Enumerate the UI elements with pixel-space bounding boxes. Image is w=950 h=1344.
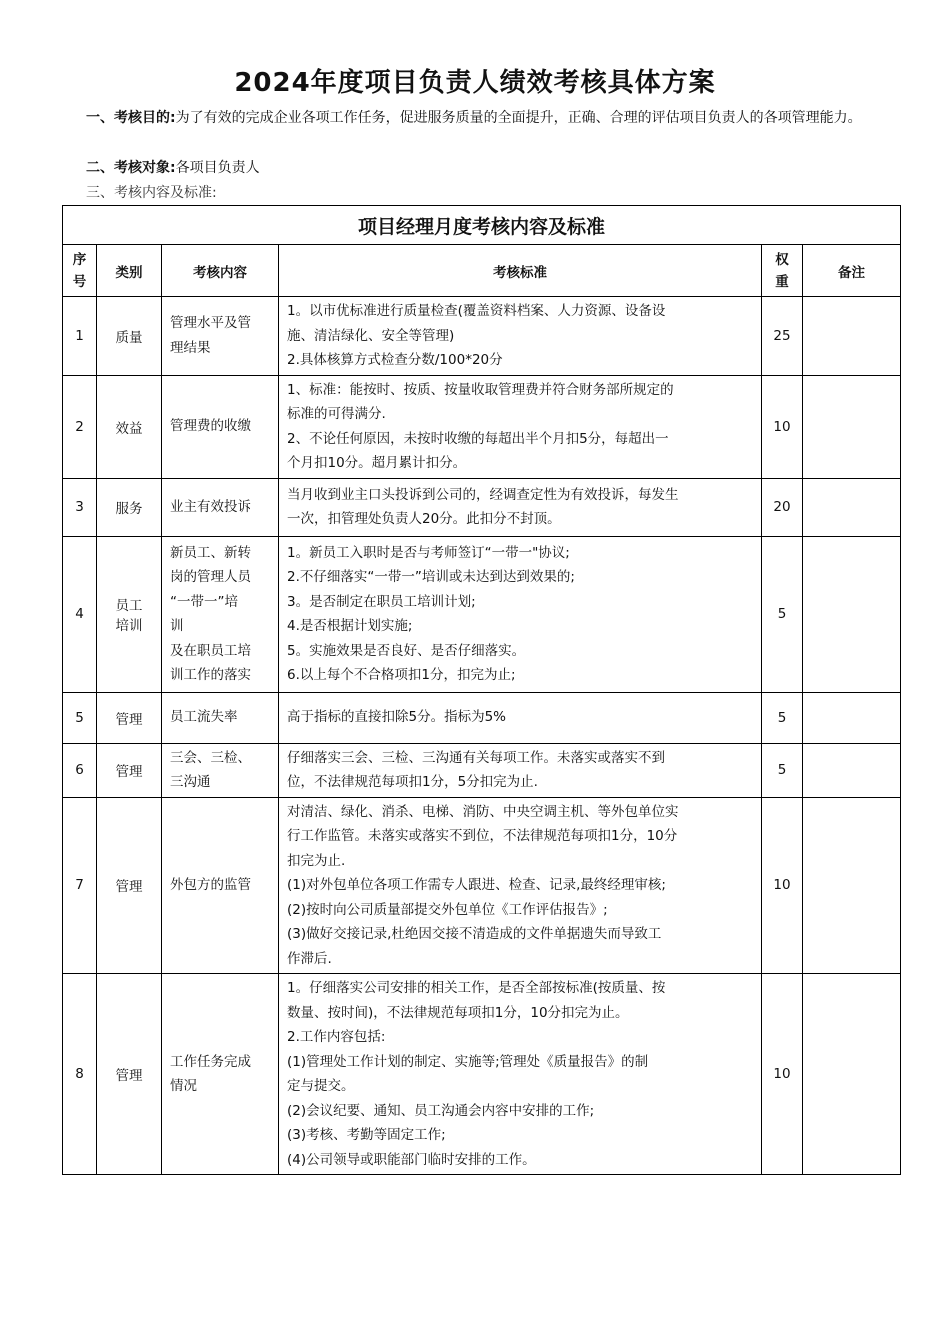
cell-category: 管理 [97,974,162,1175]
table-row [63,797,901,974]
cell-no: 6 [63,743,97,797]
cell-remark [803,536,901,692]
cell-category: 管理 [97,743,162,797]
cell-remark [803,297,901,376]
cell-no: 8 [63,974,97,1175]
table-row [63,692,901,743]
cell-content: 外包方的监管 [162,797,279,974]
cell-remark [803,478,901,536]
cell-category: 员工 培训 [97,536,162,692]
section-text: 为了有效的完成企业各项工作任务，促进服务质量的全面提升，正确、合理的评估项目负责人的各项管理能力。 [175,110,862,126]
table-row [63,478,901,536]
assessment-table [62,205,901,1175]
section-content-heading [86,181,886,206]
table-row [63,536,901,692]
cell-weight: 25 [762,297,803,376]
table-row [63,375,901,478]
cell-remark [803,375,901,478]
cell-remark [803,692,901,743]
cell-content: 工作任务完成 情况 [162,974,279,1175]
cell-standard: 高于指标的直接扣除5分。指标为5% [279,692,762,743]
table-row [63,743,901,797]
section-label: 一、考核目的: [86,110,176,126]
table-row [63,297,901,376]
section-text: 三、考核内容及标准: [86,185,217,201]
cell-standard: 1。新员工入职时是否与考师签订“一带一"协议; 2.不仔细落实“一带一”培训或未达到达到效果的; 3。是否制定在职员工培训计划; 4.是否根据计划实施; 5。实施效果是否良好、是否仔细落实。 6.以上每个不合格项扣1分，扣完为止; [279,536,762,692]
cell-no: 3 [63,478,97,536]
table-row [63,974,901,1175]
cell-no: 4 [63,536,97,692]
header-content: 考核内容 [162,245,279,297]
cell-content: 管理费的收缴 [162,375,279,478]
cell-standard: 仔细落实三会、三检、三沟通有关每项工作。未落实或落实不到 位，不法律规范每项扣1分，5分扣完为止. [279,743,762,797]
cell-remark [803,974,901,1175]
cell-weight: 20 [762,478,803,536]
cell-weight: 5 [762,743,803,797]
cell-no: 7 [63,797,97,974]
header-category: 类别 [97,245,162,297]
cell-content: 管理水平及管 理结果 [162,297,279,376]
cell-content: 员工流失率 [162,692,279,743]
cell-no: 2 [63,375,97,478]
header-remark: 备注 [803,245,901,297]
header-weight: 权 重 [762,245,803,297]
header-no: 序 号 [63,245,97,297]
cell-no: 5 [63,692,97,743]
table-title: 项目经理月度考核内容及标准 [63,206,901,245]
page-title: 2024年度项目负责人绩效考核具体方案 [234,68,716,98]
cell-weight: 5 [762,692,803,743]
section-label: 二、考核对象: [86,160,176,176]
cell-content: 业主有效投诉 [162,478,279,536]
header-standard: 考核标准 [279,245,762,297]
cell-standard: 1。仔细落实公司安排的相关工作，是否全部按标准(按质量、按 数量、按时间)，不法律规范每项扣1分，10分扣完为止。 2.工作内容包括: (1)管理处工作计划的制定、实施等;管理处《质量报告》的制 定与提交。 (2)会议纪要、通知、员工沟通会内容中安排的工作; (3)考核、考勤等固定工作; (4)公司领导或职能部门临时安排的工作。 [279,974,762,1175]
cell-category: 管理 [97,692,162,743]
cell-remark [803,743,901,797]
cell-remark [803,797,901,974]
section-target [86,156,886,181]
cell-category: 服务 [97,478,162,536]
cell-weight: 10 [762,375,803,478]
cell-standard: 1、标准：能按时、按质、按量收取管理费并符合财务部所规定的 标准的可得满分. 2、不论任何原因，未按时收缴的每超出半个月扣5分，每超出一 个月扣10分。超月累计扣分。 [279,375,762,478]
cell-weight: 5 [762,536,803,692]
cell-standard: 1。以市优标准进行质量检查(覆盖资料档案、人力资源、设备设 施、清洁绿化、安全等管理) 2.具体核算方式检查分数/100*20分 [279,297,762,376]
cell-category: 管理 [97,797,162,974]
table-body [63,297,901,1175]
cell-no: 1 [63,297,97,376]
table-header-row [63,245,901,297]
cell-category: 质量 [97,297,162,376]
cell-weight: 10 [762,797,803,974]
cell-content: 新员工、新转 岗的管理人员 “一带一”培 训 及在职员工培 训工作的落实 [162,536,279,692]
cell-standard: 对清洁、绿化、消杀、电梯、消防、中央空调主机、等外包单位实 行工作监管。未落实或落实不到位，不法律规范每项扣1分，10分 扣完为止. (1)对外包单位各项工作需专人跟进、检查、记录,最终经理审核; (2)按时向公司质量部提交外包单位《工作评估报告》; (3)做好交接记录,杜绝因交接不清造成的文件单据遗失而导致工 作滞后. [279,797,762,974]
cell-standard: 当月收到业主口头投诉到公司的，经调查定性为有效投诉，每发生 一次，扣管理处负责人20分。此扣分不封顶。 [279,478,762,536]
section-purpose [86,106,886,131]
cell-category: 效益 [97,375,162,478]
cell-content: 三会、三检、 三沟通 [162,743,279,797]
section-text: 各项目负责人 [175,160,260,176]
cell-weight: 10 [762,974,803,1175]
